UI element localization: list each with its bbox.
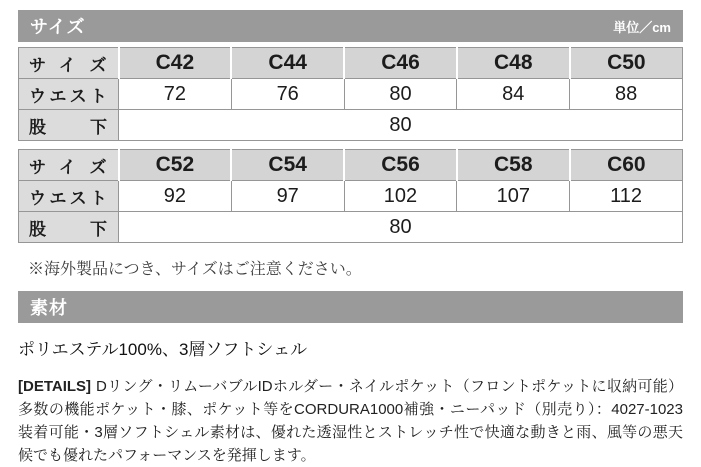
size-code-row	[19, 48, 683, 79]
inseam-row	[19, 212, 683, 243]
size-table-1	[18, 47, 683, 141]
size-code-cell: C58	[457, 150, 570, 181]
waist-value-cell: 112	[570, 181, 683, 212]
size-code-cell: C54	[231, 150, 344, 181]
size-table-2	[18, 149, 683, 243]
inseam-value-cell: 80	[119, 212, 683, 243]
size-caution-note: ※海外製品につき、サイズはご注意ください。	[28, 261, 362, 278]
size-code-cell: C46	[344, 48, 457, 79]
waist-value-cell: 92	[119, 181, 232, 212]
size-section-title: サイズ	[30, 17, 86, 37]
size-code-cell: C42	[119, 48, 232, 79]
size-code-cell: C56	[344, 150, 457, 181]
inseam-row	[19, 110, 683, 141]
waist-row-label: ウエスト	[19, 181, 119, 212]
material-section-title: 素材	[30, 298, 68, 318]
size-code-row	[19, 150, 683, 181]
details-label: [DETAILS]	[18, 378, 92, 395]
inseam-value-cell: 80	[119, 110, 683, 141]
details-paragraph	[18, 375, 683, 467]
size-code-cell: C48	[457, 48, 570, 79]
waist-value-cell: 88	[570, 79, 683, 110]
size-code-cell: C44	[231, 48, 344, 79]
waist-value-cell: 102	[344, 181, 457, 212]
size-row-label: サイズ	[19, 150, 119, 181]
waist-value-cell: 84	[457, 79, 570, 110]
inseam-row-label: 股下	[19, 212, 119, 243]
inseam-row-label: 股下	[19, 110, 119, 141]
waist-value-cell: 107	[457, 181, 570, 212]
waist-row	[19, 181, 683, 212]
material-section-header	[18, 291, 683, 323]
material-text: ポリエステル100%、3層ソフトシェル	[18, 340, 308, 359]
unit-label: 単位／cm	[613, 19, 671, 35]
size-code-cell: C60	[570, 150, 683, 181]
size-row-label: サイズ	[19, 48, 119, 79]
waist-value-cell: 80	[344, 79, 457, 110]
waist-value-cell: 76	[231, 79, 344, 110]
details-text: Dリング・リムーバブルIDホルダー・ネイルポケット（フロントポケットに収納可能）多数の機能ポケット・膝、ポケット等をCORDURA1000補強・ニーパッド（別売り）：4027-1023装着可能・3層ソフトシェル素材は、優れた透湿性とストレッチ性で快適な動きと雨、風等の悪天候でも優れたパフォーマンスを発揮します。	[18, 378, 683, 464]
waist-row-label: ウエスト	[19, 79, 119, 110]
size-code-cell: C50	[570, 48, 683, 79]
waist-value-cell: 97	[231, 181, 344, 212]
waist-value-cell: 72	[119, 79, 232, 110]
size-code-cell: C52	[119, 150, 232, 181]
size-section-header	[18, 10, 683, 42]
waist-row	[19, 79, 683, 110]
